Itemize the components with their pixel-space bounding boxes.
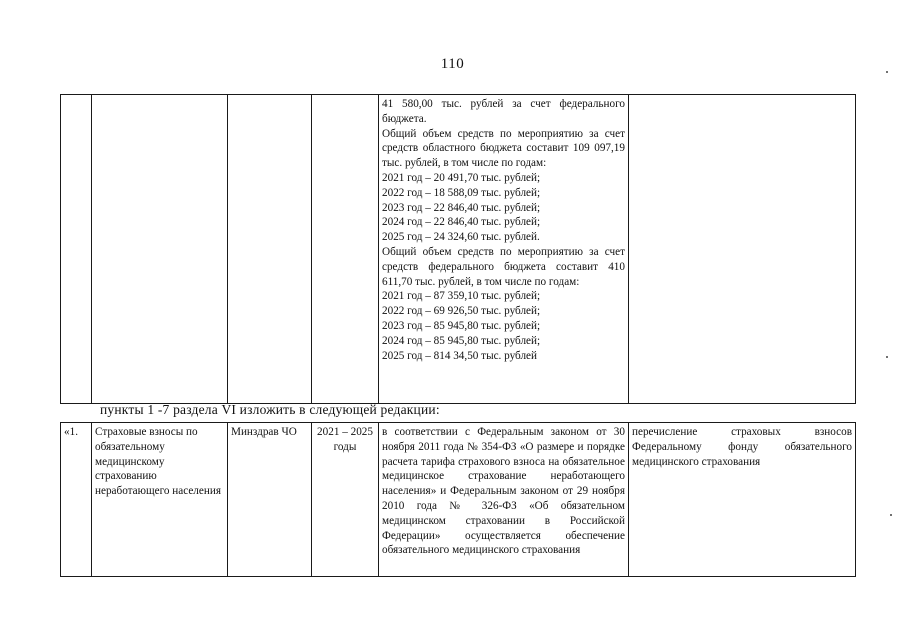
text-line: 41 580,00 тыс. рублей за счет федерального бюджета. [382, 98, 625, 125]
scan-speck [886, 71, 888, 73]
scan-speck [886, 356, 888, 358]
page-number: 110 [440, 56, 465, 72]
text-line: 2024 год – 85 945,80 тыс. рублей; [382, 334, 541, 347]
text-line: Общий объем средств по мероприятию за счет средств федерального бюджета составит 410 611,70 тыс. рублей, в том числе по годам: [382, 245, 625, 288]
cell-description: в соответствии с Федеральным законом от 30 ноября 2011 года № 354-ФЗ «О размере и порядке расчета тарифа страхового взноса на обязательное медицинское страхование неработающего населения» и Федеральным законом от 29 ноября 2010 года № 326-ФЗ «Об обязательном медицинском страховании в Российской Федерации» осуществляется обеспечение обязательного медицинского страхования [379, 423, 629, 577]
text-line: 2024 год – 22 846,40 тыс. рублей; [382, 216, 541, 229]
cell-period: 2021 – 2025 годы [312, 423, 379, 577]
continuation-table [60, 94, 856, 404]
instruction-text: пункты 1 -7 раздела VI изложить в следующей редакции: [100, 402, 440, 417]
text-line: 2025 год – 24 324,60 тыс. рублей. [382, 231, 540, 244]
cell-name: Страховые взносы по обязательному медицинскому страхованию неработающего населения [92, 423, 228, 577]
cell-number [61, 95, 92, 404]
cell-period [312, 95, 379, 404]
table-row [61, 423, 856, 577]
cell-executor: Минздрав ЧО [228, 423, 312, 577]
cell-description [379, 95, 629, 404]
cell-result: перечисление страховых взносов Федеральному фонду обязательного медицинского страхования [629, 423, 856, 577]
cell-number: «1. [61, 423, 92, 577]
cell-result [629, 95, 856, 404]
text-line: 2021 год – 87 359,10 тыс. рублей; [382, 290, 541, 303]
text-line: 2021 год – 20 491,70 тыс. рублей; [382, 171, 541, 184]
scan-speck [890, 514, 892, 516]
text-line: 2025 год – 814 34,50 тыс. рублей [382, 349, 537, 362]
text-line: 2022 год – 18 588,09 тыс. рублей; [382, 186, 541, 199]
text-line: 2022 год – 69 926,50 тыс. рублей; [382, 305, 541, 318]
table-row [61, 95, 856, 404]
section-table [60, 422, 856, 577]
text-line: 2023 год – 22 846,40 тыс. рублей; [382, 201, 541, 214]
text-line: Общий объем средств по мероприятию за счет средств областного бюджета составит 109 097,19 тыс. рублей, в том числе по годам: [382, 127, 625, 170]
cell-executor [228, 95, 312, 404]
text-line: 2023 год – 85 945,80 тыс. рублей; [382, 319, 541, 332]
cell-name [92, 95, 228, 404]
